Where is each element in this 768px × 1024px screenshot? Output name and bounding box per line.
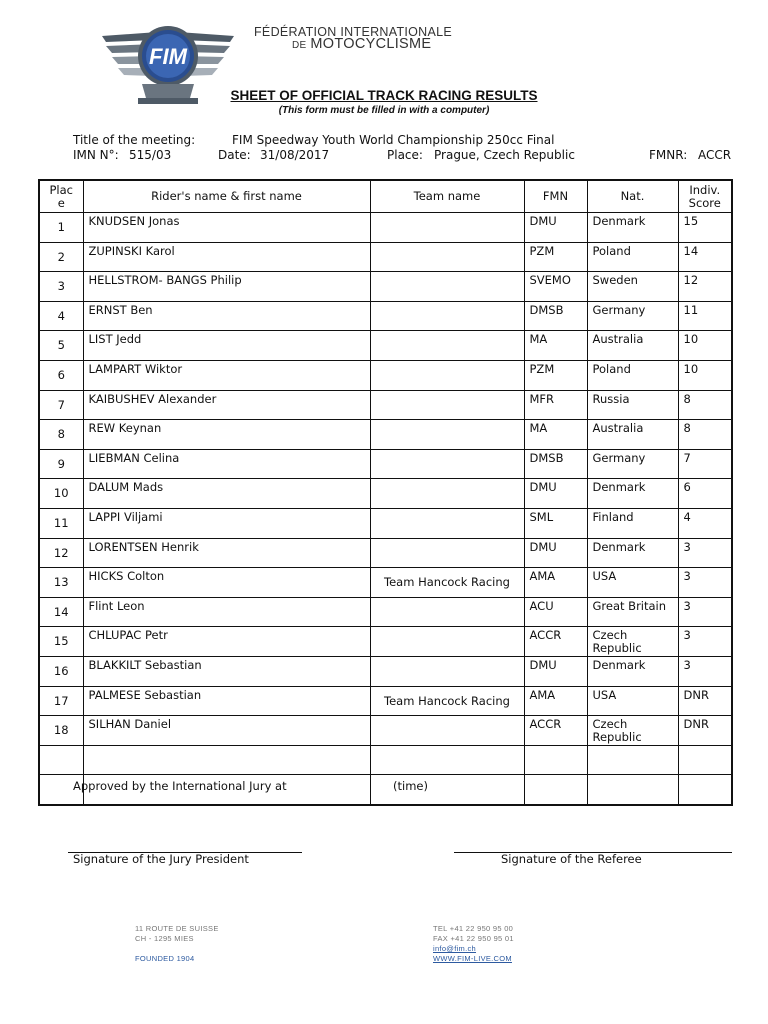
- email-link[interactable]: info@fim.ch: [433, 944, 477, 953]
- cell-place: 5: [39, 331, 83, 361]
- place-value: Prague, Czech Republic: [434, 148, 575, 162]
- table-row: [39, 479, 732, 509]
- sheet-subtitle: (This form must be filled in with a computer): [278, 105, 490, 116]
- cell-rider: CHLUPAC Petr: [83, 627, 370, 657]
- cell-place: 4: [39, 301, 83, 331]
- table-row: [39, 568, 732, 598]
- cell-team: [370, 213, 524, 243]
- federation-name-line2: [292, 36, 431, 52]
- approval-time-label: (time): [393, 779, 428, 793]
- cell-score: DNR: [678, 686, 732, 716]
- table-row: [39, 331, 732, 361]
- results-table: [38, 179, 733, 806]
- cell-team: [370, 597, 524, 627]
- cell-fmn: ACU: [524, 597, 587, 627]
- cell-fmn: AMA: [524, 568, 587, 598]
- cell-score: 10: [678, 331, 732, 361]
- cell-nat: [587, 745, 678, 775]
- sheet-title: SHEET OF OFFICIAL TRACK RACING RESULTS: [230, 88, 538, 103]
- cell-score: 10: [678, 360, 732, 390]
- table-row: [39, 420, 732, 450]
- cell-rider: ERNST Ben: [83, 301, 370, 331]
- referee-signature-label: Signature of the Referee: [501, 852, 642, 866]
- cell-rider: KAIBUSHEV Alexander: [83, 390, 370, 420]
- table-row: [39, 360, 732, 390]
- jury-president-signature-label: Signature of the Jury President: [73, 852, 249, 866]
- header-fmn: FMN: [524, 180, 587, 213]
- cell-rider: LAPPI Viljami: [83, 508, 370, 538]
- cell-score: [678, 775, 732, 805]
- cell-fmn: ACCR: [524, 716, 587, 746]
- cell-nat: Denmark: [587, 213, 678, 243]
- cell-place: 6: [39, 360, 83, 390]
- cell-score: [678, 745, 732, 775]
- federation-name-line1: FÉDÉRATION INTERNATIONALE: [254, 25, 453, 39]
- cell-nat: Finland: [587, 508, 678, 538]
- cell-team: [370, 479, 524, 509]
- cell-score: 3: [678, 568, 732, 598]
- cell-rider: Flint Leon: [83, 597, 370, 627]
- cell-nat: Russia: [587, 390, 678, 420]
- approval-label: Approved by the International Jury at: [73, 779, 287, 793]
- cell-rider: LAMPART Wiktor: [83, 360, 370, 390]
- cell-team: [370, 420, 524, 450]
- cell-place: 18: [39, 716, 83, 746]
- cell-team: [370, 716, 524, 746]
- table-row: [39, 538, 732, 568]
- cell-place: 11: [39, 508, 83, 538]
- cell-fmn: DMU: [524, 213, 587, 243]
- cell-fmn: MFR: [524, 390, 587, 420]
- table-row: [39, 272, 732, 302]
- cell-place: 12: [39, 538, 83, 568]
- cell-team: [370, 390, 524, 420]
- cell-fmn: [524, 745, 587, 775]
- cell-score: 3: [678, 538, 732, 568]
- cell-nat: Poland: [587, 360, 678, 390]
- cell-place: 17: [39, 686, 83, 716]
- cell-nat: Germany: [587, 301, 678, 331]
- table-row: [39, 716, 732, 746]
- cell-place: 14: [39, 597, 83, 627]
- cell-place: 16: [39, 656, 83, 686]
- cell-place: 10: [39, 479, 83, 509]
- cell-nat: Denmark: [587, 656, 678, 686]
- table-row: [39, 242, 732, 272]
- cell-fmn: DMU: [524, 479, 587, 509]
- header-rider: Rider's name & first name: [83, 180, 370, 213]
- federation-main: MOTOCYCLISME: [310, 36, 432, 52]
- cell-fmn: SVEMO: [524, 272, 587, 302]
- table-row: [39, 449, 732, 479]
- cell-rider: SILHAN Daniel: [83, 716, 370, 746]
- table-row: [39, 508, 732, 538]
- cell-nat: Czech Republic: [587, 627, 678, 657]
- cell-place: 2: [39, 242, 83, 272]
- cell-score: 3: [678, 627, 732, 657]
- cell-nat: Poland: [587, 242, 678, 272]
- imn-label: IMN N°:: [73, 148, 119, 162]
- date-label: Date:: [218, 148, 251, 162]
- imn-value: 515/03: [129, 148, 172, 162]
- address-line2: CH - 1295 MIES: [135, 934, 194, 943]
- table-row: [39, 390, 732, 420]
- cell-fmn: ACCR: [524, 627, 587, 657]
- footer-address: [135, 924, 219, 964]
- cell-team: [370, 449, 524, 479]
- cell-team: [370, 627, 524, 657]
- cell-fmn: DMU: [524, 656, 587, 686]
- cell-rider: HICKS Colton: [83, 568, 370, 598]
- fax-text: FAX +41 22 950 95 01: [433, 934, 514, 943]
- cell-fmn: DMSB: [524, 301, 587, 331]
- cell-nat: Sweden: [587, 272, 678, 302]
- cell-score: 15: [678, 213, 732, 243]
- cell-team: [370, 272, 524, 302]
- cell-fmn: [524, 775, 587, 805]
- cell-nat: Denmark: [587, 538, 678, 568]
- table-row: [39, 597, 732, 627]
- cell-nat: Australia: [587, 420, 678, 450]
- cell-nat: Great Britain: [587, 597, 678, 627]
- cell-nat: Czech Republic: [587, 716, 678, 746]
- cell-rider: LORENTSEN Henrik: [83, 538, 370, 568]
- cell-nat: Germany: [587, 449, 678, 479]
- cell-fmn: MA: [524, 420, 587, 450]
- cell-team: [370, 242, 524, 272]
- tel-text: TEL +41 22 950 95 00: [433, 924, 514, 933]
- cell-place: 13: [39, 568, 83, 598]
- meeting-title-value: FIM Speedway Youth World Championship 250cc Final: [232, 133, 555, 147]
- address-line1: 11 ROUTE DE SUISSE: [135, 924, 219, 933]
- place-label: Place:: [387, 148, 423, 162]
- cell-score: 3: [678, 656, 732, 686]
- cell-fmn: DMSB: [524, 449, 587, 479]
- cell-score: 7: [678, 449, 732, 479]
- results-body: [39, 213, 732, 805]
- cell-place: 9: [39, 449, 83, 479]
- date-value: 31/08/2017: [260, 148, 330, 162]
- cell-score: 12: [678, 272, 732, 302]
- founded-text: FOUNDED 1904: [135, 954, 195, 963]
- cell-nat: Denmark: [587, 479, 678, 509]
- cell-rider: HELLSTROM- BANGS Philip: [83, 272, 370, 302]
- cell-place: 15: [39, 627, 83, 657]
- cell-team: Team Hancock Racing: [370, 686, 524, 716]
- cell-nat: USA: [587, 568, 678, 598]
- cell-team: Team Hancock Racing: [370, 568, 524, 598]
- cell-rider: PALMESE Sebastian: [83, 686, 370, 716]
- cell-rider: KNUDSEN Jonas: [83, 213, 370, 243]
- cell-team: [370, 656, 524, 686]
- cell-place: 8: [39, 420, 83, 450]
- cell-score: 6: [678, 479, 732, 509]
- cell-team: [370, 508, 524, 538]
- cell-score: 8: [678, 420, 732, 450]
- cell-score: 8: [678, 390, 732, 420]
- header-place: Plac e: [39, 180, 83, 213]
- table-row: [39, 745, 732, 775]
- cell-score: DNR: [678, 716, 732, 746]
- cell-nat: USA: [587, 686, 678, 716]
- cell-nat: Australia: [587, 331, 678, 361]
- cell-fmn: MA: [524, 331, 587, 361]
- cell-place: 7: [39, 390, 83, 420]
- cell-fmn: PZM: [524, 242, 587, 272]
- cell-score: 14: [678, 242, 732, 272]
- cell-team: [370, 301, 524, 331]
- cell-team: [370, 360, 524, 390]
- cell-rider: LIST Jedd: [83, 331, 370, 361]
- cell-score: 4: [678, 508, 732, 538]
- cell-place: 3: [39, 272, 83, 302]
- website-link[interactable]: WWW.FIM-LIVE.COM: [433, 954, 512, 963]
- cell-score: 3: [678, 597, 732, 627]
- table-row: [39, 213, 732, 243]
- cell-place: 1: [39, 213, 83, 243]
- cell-rider: ZUPINSKI Karol: [83, 242, 370, 272]
- cell-rider: REW Keynan: [83, 420, 370, 450]
- table-row: [39, 627, 732, 657]
- cell-rider: [83, 745, 370, 775]
- logo-text: FIM: [149, 44, 187, 69]
- cell-place: [39, 745, 83, 775]
- cell-team: [370, 745, 524, 775]
- fmnr-value: ACCR: [698, 148, 732, 162]
- cell-rider: LIEBMAN Celina: [83, 449, 370, 479]
- header-score: Indiv. Score: [678, 180, 732, 213]
- fmnr-label: FMNR:: [649, 148, 688, 162]
- table-row: [39, 686, 732, 716]
- header-nat: Nat.: [587, 180, 678, 213]
- cell-rider: BLAKKILT Sebastian: [83, 656, 370, 686]
- footer-contact: [433, 924, 514, 964]
- cell-team: [370, 331, 524, 361]
- header-team: Team name: [370, 180, 524, 213]
- meeting-title-label: Title of the meeting:: [73, 133, 196, 147]
- cell-fmn: DMU: [524, 538, 587, 568]
- cell-rider: DALUM Mads: [83, 479, 370, 509]
- cell-score: 11: [678, 301, 732, 331]
- cell-fmn: PZM: [524, 360, 587, 390]
- cell-nat: [587, 775, 678, 805]
- table-row: [39, 301, 732, 331]
- table-header-row: [39, 180, 732, 213]
- cell-fmn: AMA: [524, 686, 587, 716]
- table-row: [39, 656, 732, 686]
- federation-prefix: DE: [292, 40, 307, 51]
- cell-fmn: SML: [524, 508, 587, 538]
- cell-team: [370, 538, 524, 568]
